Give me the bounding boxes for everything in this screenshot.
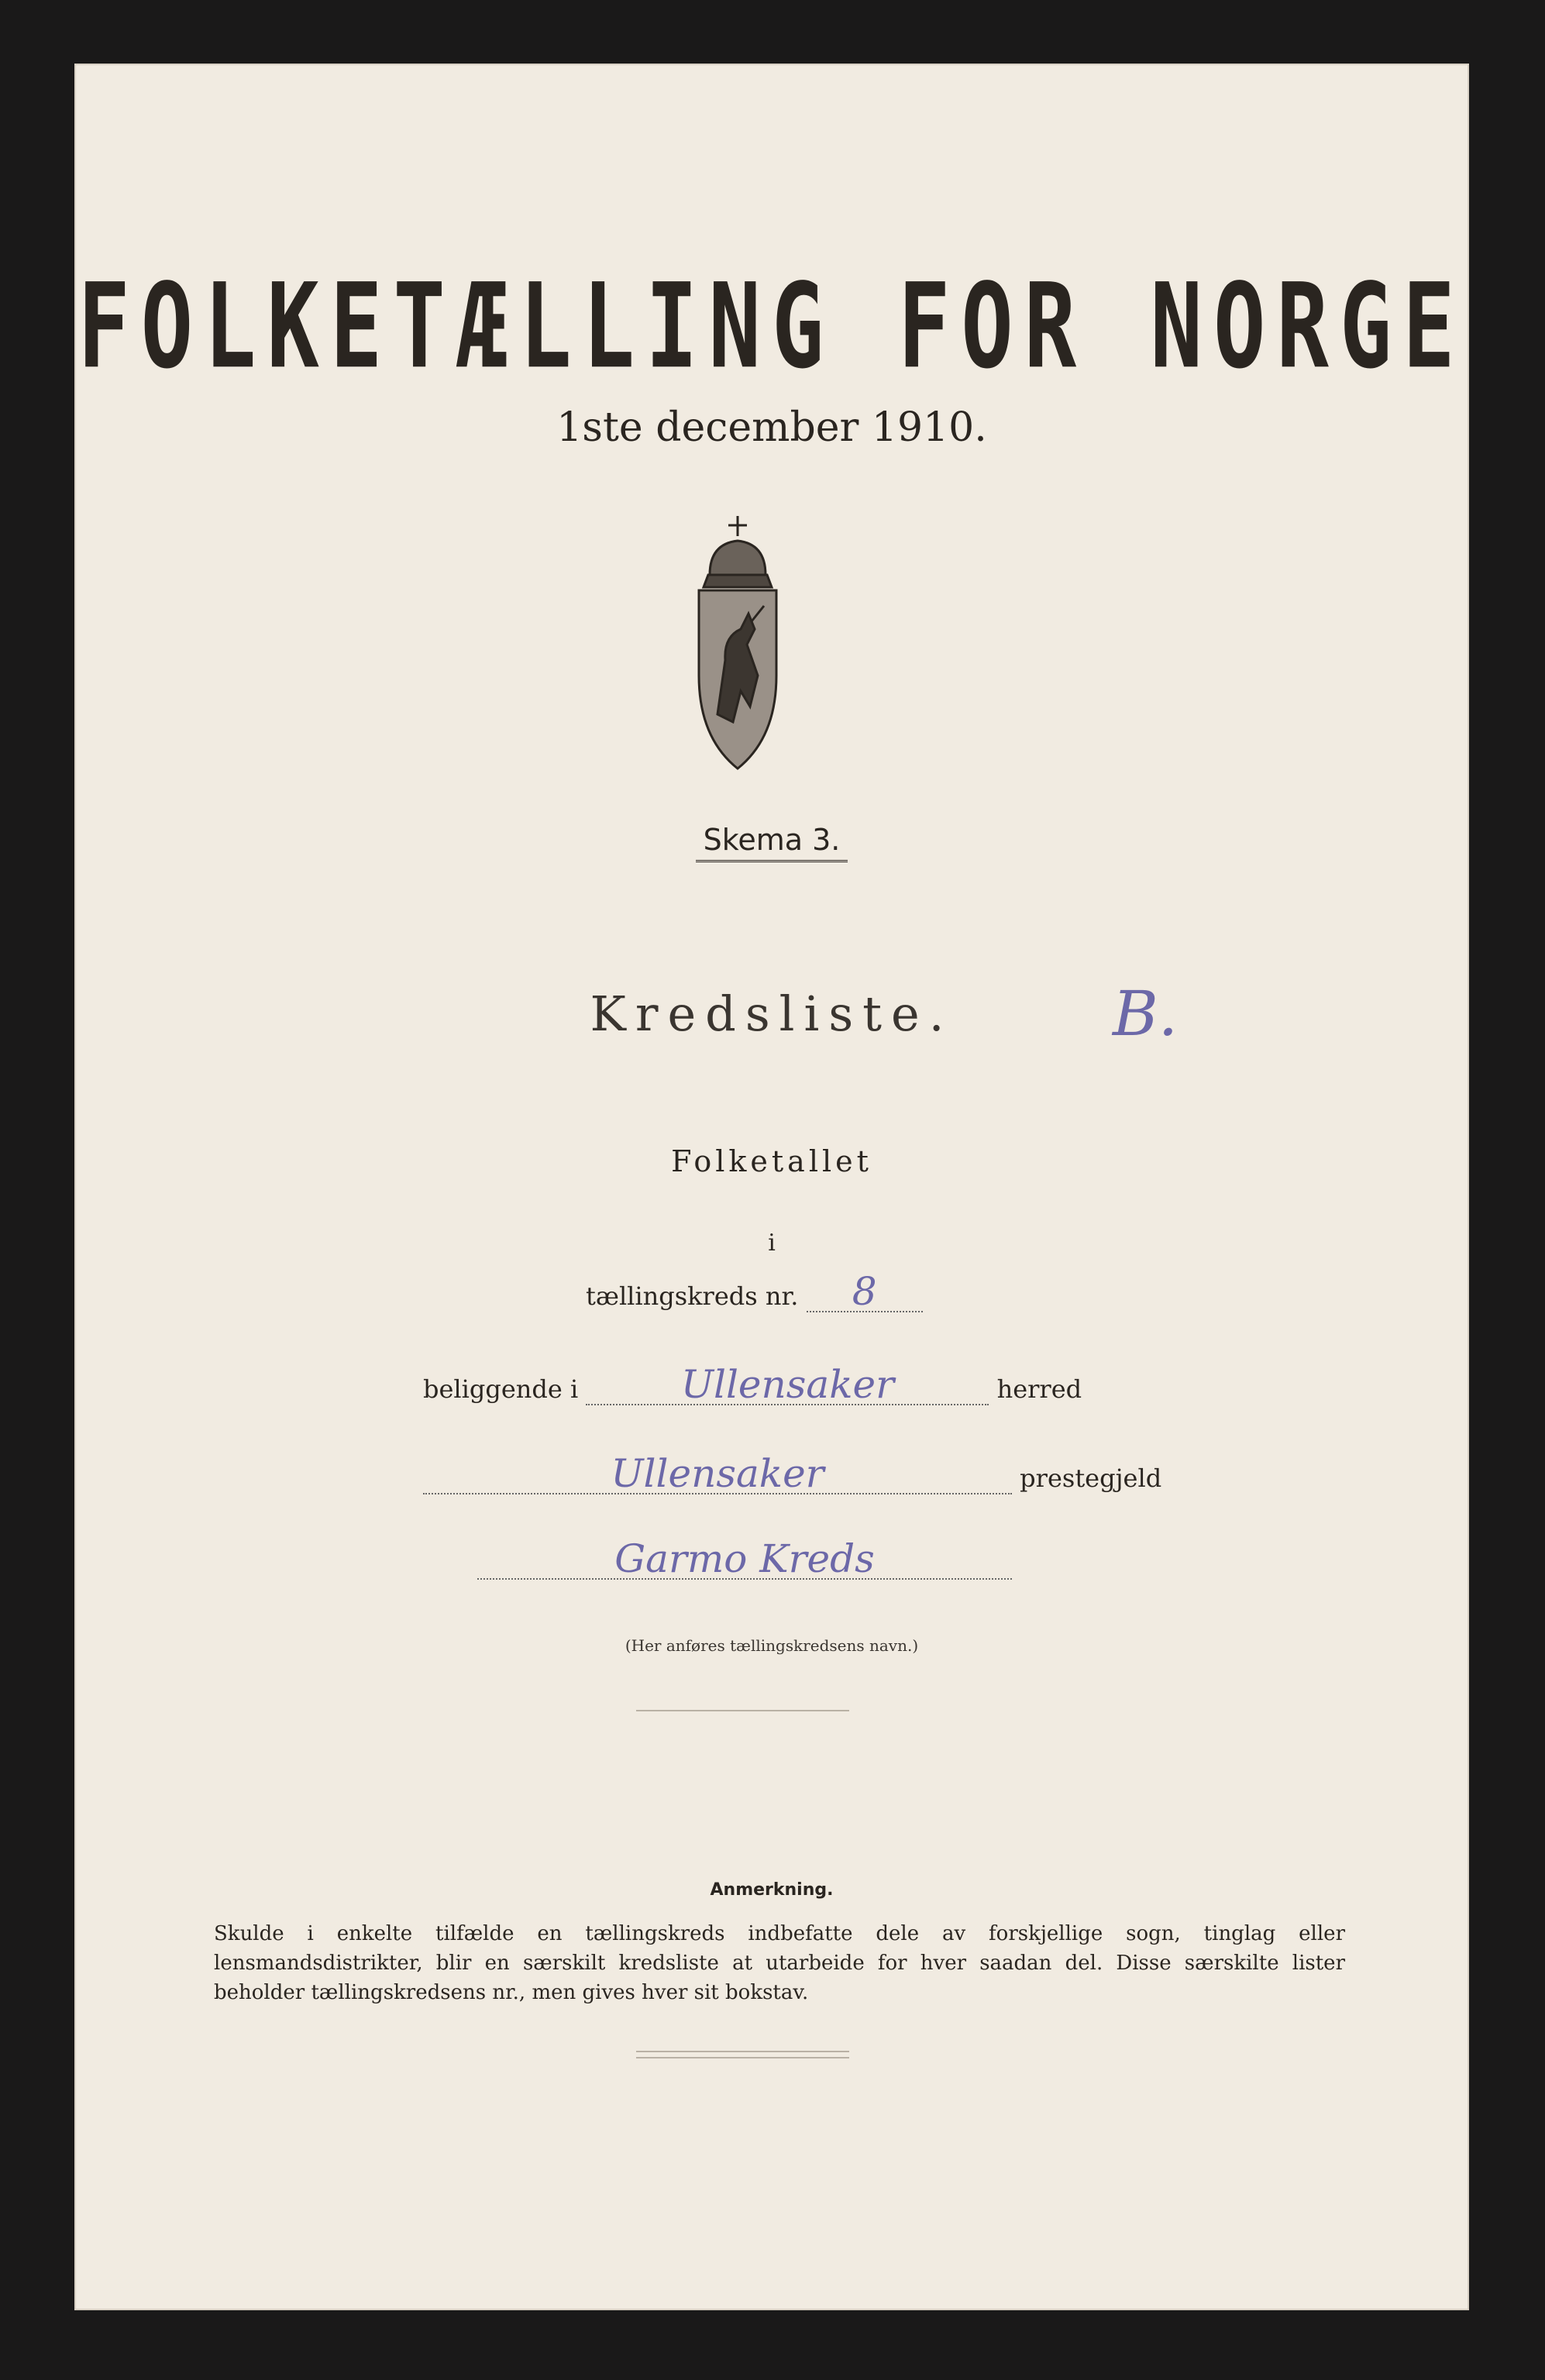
herred-row <box>423 1362 1082 1407</box>
parish-label: prestegjeld <box>1020 1463 1162 1493</box>
population-label: Folketallet <box>671 1144 872 1178</box>
parish-field[interactable]: Ullensaker <box>423 1454 1012 1494</box>
list-letter: B. <box>1113 978 1179 1050</box>
connector-text: i <box>768 1230 776 1257</box>
district-name-note: (Her anføres tællingskredsens navn.) <box>625 1636 919 1655</box>
district-name-row <box>477 1536 1012 1581</box>
located-label: beliggende i <box>423 1374 579 1404</box>
bottom-divider <box>636 2051 849 2052</box>
remark-text: Skulde i enkelte tilfælde en tællingskreds indbefatte dele av forskjellige sogn, tinglag eller lensmandsdistrikter, blir en særskilt kredsliste at utarbeide for hver saadan del. Disse særskilte lister beholder tællingskredsens nr., men gives hver sit bokstav. <box>214 1922 1345 2004</box>
district-number-row <box>586 1269 923 1314</box>
schema-number <box>74 823 1469 857</box>
bottom-divider-2 <box>636 2057 849 2058</box>
divider <box>636 1710 849 1711</box>
form-heading: Kredsliste. <box>590 985 954 1042</box>
parish-row <box>423 1451 1162 1496</box>
remark-heading: Anmerkning. <box>710 1880 834 1900</box>
district-label: tællingskreds nr. <box>586 1281 799 1311</box>
district-name-field[interactable]: Garmo Kreds <box>477 1539 1012 1580</box>
herred-field[interactable]: Ullensaker <box>586 1365 989 1405</box>
norwegian-coat-of-arms-icon <box>686 513 789 776</box>
district-number-field[interactable]: 8 <box>807 1272 923 1312</box>
schema-label: Skema 3. <box>696 823 848 862</box>
form-title: FOLKETÆLLING FOR NORGE <box>77 259 1466 395</box>
census-date: 1ste december 1910. <box>556 404 987 451</box>
census-form-page <box>74 64 1469 2310</box>
herred-label: herred <box>996 1374 1082 1404</box>
